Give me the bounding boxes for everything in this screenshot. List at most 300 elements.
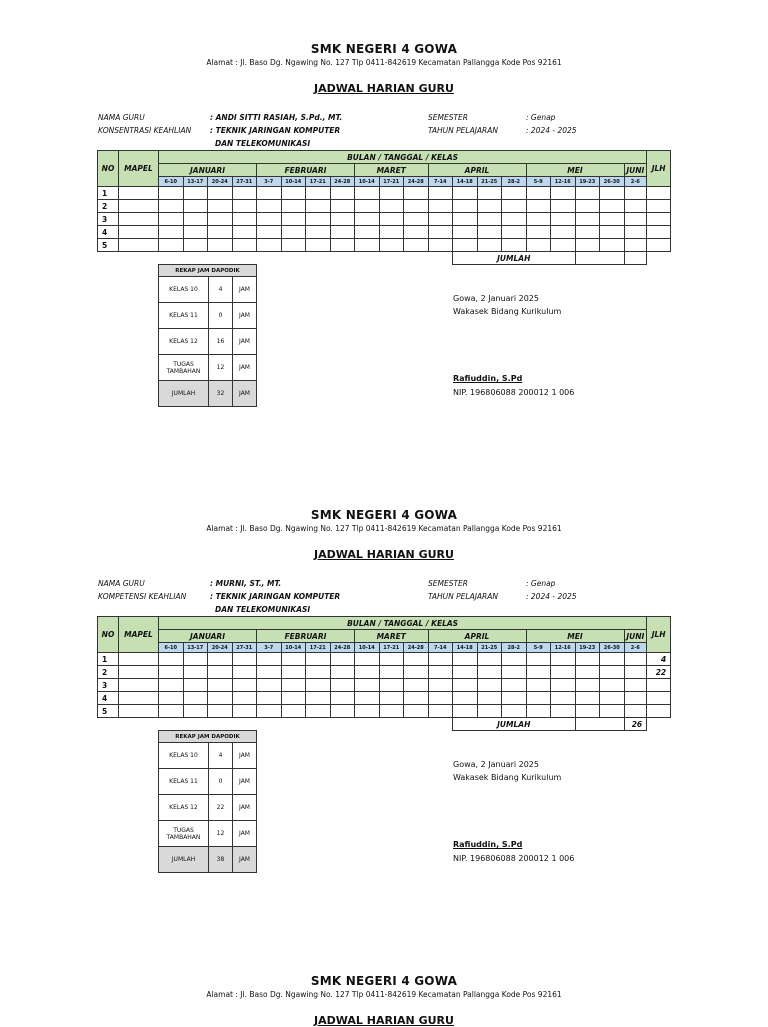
schedule-cell bbox=[404, 187, 429, 200]
schedule-cell bbox=[379, 187, 404, 200]
schedule-cell bbox=[257, 200, 282, 213]
schedule-cell bbox=[257, 692, 282, 705]
schedule-cell bbox=[575, 213, 600, 226]
schedule-cell bbox=[575, 200, 600, 213]
schedule-cell bbox=[159, 226, 184, 239]
schedule-cell bbox=[257, 226, 282, 239]
rekap-row bbox=[159, 821, 257, 847]
week-cell: 24-28 bbox=[404, 177, 429, 187]
week-cell: 20-24 bbox=[208, 177, 233, 187]
schedule-cell bbox=[428, 705, 453, 718]
signature-role: Wakasek Bidang Kurikulum bbox=[453, 307, 562, 316]
rekap-unit: JAM bbox=[233, 277, 257, 303]
keahlian-value-cont: DAN TELEKOMUNIKASI bbox=[215, 139, 311, 148]
schedule-cell bbox=[526, 692, 551, 705]
schedule-cell bbox=[428, 679, 453, 692]
schedule-cell bbox=[232, 705, 257, 718]
period-header: BULAN / TANGGAL / KELAS bbox=[159, 617, 647, 630]
jumlah-label: JUMLAH bbox=[453, 252, 576, 265]
jumlah-spacer bbox=[575, 252, 624, 265]
schedule-cell bbox=[453, 213, 478, 226]
rekap-header-row bbox=[159, 731, 257, 743]
schedule-cell bbox=[306, 692, 331, 705]
schedule-cell bbox=[257, 187, 282, 200]
schedule-cell bbox=[257, 213, 282, 226]
schedule-cell bbox=[281, 666, 306, 679]
schedule-cell bbox=[183, 692, 208, 705]
week-cell: 7-14 bbox=[428, 643, 453, 653]
period-header: BULAN / TANGGAL / KELAS bbox=[159, 151, 647, 164]
schedule-cell bbox=[453, 226, 478, 239]
schedule-cell bbox=[600, 666, 625, 679]
nama-guru-value: : MURNI, ST., MT. bbox=[210, 579, 282, 588]
schedule-cell bbox=[232, 226, 257, 239]
schedule-cell bbox=[575, 666, 600, 679]
schedule-cell bbox=[306, 705, 331, 718]
schedule-cell bbox=[183, 666, 208, 679]
schedule-cell bbox=[330, 187, 355, 200]
mapel-cell bbox=[119, 692, 159, 705]
schedule-cell bbox=[600, 692, 625, 705]
schedule-cell bbox=[453, 692, 478, 705]
schedule-cell bbox=[330, 692, 355, 705]
month-cell: MARET bbox=[355, 164, 429, 177]
schedule-cell bbox=[257, 679, 282, 692]
rekap-row bbox=[159, 743, 257, 769]
schedule-cell bbox=[575, 653, 600, 666]
week-cell: 24-28 bbox=[404, 643, 429, 653]
schedule-cell bbox=[428, 692, 453, 705]
schedule-cell bbox=[404, 705, 429, 718]
document-title: JADWAL HARIAN GURU bbox=[314, 82, 454, 95]
schedule-cell bbox=[208, 200, 233, 213]
schedule-cell bbox=[624, 187, 647, 200]
schedule-cell bbox=[502, 666, 527, 679]
schedule-cell bbox=[159, 239, 184, 252]
week-cell: 24-28 bbox=[330, 643, 355, 653]
month-cell: JUNI bbox=[624, 164, 647, 177]
schedule-cell bbox=[306, 226, 331, 239]
schedule-cell bbox=[477, 239, 502, 252]
schedule-cell bbox=[551, 653, 576, 666]
rekap-label-line: TAMBAHAN bbox=[166, 833, 201, 841]
nama-guru-label: NAMA GURU bbox=[98, 113, 145, 122]
mapel-cell bbox=[119, 200, 159, 213]
signature-nip: NIP. 196806088 200012 1 006 bbox=[453, 388, 575, 397]
schedule-cell bbox=[526, 679, 551, 692]
schedule-cell bbox=[502, 705, 527, 718]
row-number: 4 bbox=[98, 692, 119, 705]
schedule-cell bbox=[404, 239, 429, 252]
rekap-row bbox=[159, 769, 257, 795]
rekap-unit: JAM bbox=[233, 743, 257, 769]
signature-name: Rafiuddin, S.Pd bbox=[453, 840, 523, 849]
table-row bbox=[98, 705, 671, 718]
schedule-cell bbox=[600, 705, 625, 718]
schedule-cell bbox=[502, 239, 527, 252]
schedule-cell bbox=[575, 692, 600, 705]
schedule-cell bbox=[281, 679, 306, 692]
schedule-cell bbox=[183, 239, 208, 252]
signature-place-date: Gowa, 2 Januari 2025 bbox=[453, 294, 539, 303]
schedule-cell bbox=[624, 666, 647, 679]
schedule-cell bbox=[624, 239, 647, 252]
week-cell: 14-18 bbox=[453, 643, 478, 653]
schedule-cell bbox=[526, 226, 551, 239]
rekap-value: 0 bbox=[209, 303, 233, 329]
schedule-cell bbox=[526, 653, 551, 666]
week-cell: 6-10 bbox=[159, 177, 184, 187]
no-header: NO bbox=[98, 151, 119, 187]
schedule-cell bbox=[404, 213, 429, 226]
week-cell: 27-31 bbox=[232, 177, 257, 187]
rekap-value: 4 bbox=[209, 743, 233, 769]
schedule-cell bbox=[330, 666, 355, 679]
schedule-cell bbox=[183, 705, 208, 718]
schedule-cell bbox=[551, 705, 576, 718]
school-name: SMK NEGERI 4 GOWA bbox=[310, 42, 458, 56]
row-number: 3 bbox=[98, 213, 119, 226]
row-number: 2 bbox=[98, 666, 119, 679]
schedule-cell bbox=[208, 692, 233, 705]
table-row bbox=[98, 187, 671, 200]
rekap-label-line: TUGAS bbox=[173, 826, 194, 834]
schedule-cell bbox=[526, 213, 551, 226]
schedule-cell bbox=[379, 653, 404, 666]
mapel-cell bbox=[119, 653, 159, 666]
schedule-cell bbox=[306, 200, 331, 213]
schedule-cell bbox=[355, 187, 380, 200]
schedule-cell bbox=[159, 692, 184, 705]
rekap-value: 12 bbox=[209, 821, 233, 847]
week-cell: 27-31 bbox=[232, 643, 257, 653]
schedule-cell bbox=[257, 239, 282, 252]
week-cell: 14-18 bbox=[453, 177, 478, 187]
rekap-table bbox=[158, 264, 257, 407]
mapel-cell bbox=[119, 239, 159, 252]
week-cell: 12-16 bbox=[551, 643, 576, 653]
row-number: 1 bbox=[98, 187, 119, 200]
rekap-unit: JAM bbox=[233, 821, 257, 847]
schedule-cell bbox=[281, 200, 306, 213]
rekap-unit: JAM bbox=[233, 795, 257, 821]
jlh-cell bbox=[647, 692, 671, 705]
month-cell: FEBRUARI bbox=[257, 630, 355, 643]
jlh-cell bbox=[647, 679, 671, 692]
week-cell: 10-14 bbox=[355, 643, 380, 653]
mapel-cell bbox=[119, 666, 159, 679]
schedule-cell bbox=[355, 705, 380, 718]
table-row bbox=[98, 666, 671, 679]
schedule-cell bbox=[502, 200, 527, 213]
schedule-cell bbox=[330, 226, 355, 239]
rekap-label: KELAS 12 bbox=[159, 795, 209, 821]
rekap-unit: JAM bbox=[233, 329, 257, 355]
schedule-cell bbox=[624, 679, 647, 692]
schedule-cell bbox=[159, 187, 184, 200]
rekap-row bbox=[159, 795, 257, 821]
schedule-cell bbox=[600, 200, 625, 213]
schedule-cell bbox=[355, 679, 380, 692]
jlh-cell bbox=[647, 239, 671, 252]
schedule-cell bbox=[502, 653, 527, 666]
tahun-value: : 2024 - 2025 bbox=[526, 126, 577, 135]
semester-value: : Genap bbox=[526, 113, 556, 122]
schedule-cell bbox=[477, 679, 502, 692]
schedule-cell bbox=[379, 705, 404, 718]
schedule-sheet-1 bbox=[0, 42, 768, 422]
schedule-cell bbox=[453, 666, 478, 679]
schedule-cell bbox=[624, 692, 647, 705]
week-row bbox=[98, 177, 671, 187]
schedule-cell bbox=[208, 679, 233, 692]
month-cell: APRIL bbox=[428, 164, 526, 177]
blank-cell bbox=[98, 252, 453, 265]
rekap-label: KELAS 12 bbox=[159, 329, 209, 355]
keahlian-label: KONSENTRASI KEAHLIAN bbox=[98, 126, 192, 135]
schedule-cell bbox=[477, 666, 502, 679]
document-title: JADWAL HARIAN GURU bbox=[314, 548, 454, 561]
schedule-cell bbox=[502, 692, 527, 705]
schedule-cell bbox=[355, 200, 380, 213]
schedule-cell bbox=[183, 213, 208, 226]
month-cell: JANUARI bbox=[159, 630, 257, 643]
rekap-unit: JAM bbox=[233, 381, 257, 407]
signature-nip: NIP. 196806088 200012 1 006 bbox=[453, 854, 575, 863]
week-cell: 3-7 bbox=[257, 177, 282, 187]
schedule-cell bbox=[306, 679, 331, 692]
schedule-cell bbox=[208, 705, 233, 718]
schedule-cell bbox=[477, 653, 502, 666]
schedule-cell bbox=[477, 226, 502, 239]
week-cell: 10-14 bbox=[281, 177, 306, 187]
week-cell: 17-21 bbox=[306, 177, 331, 187]
signature-name: Rafiuddin, S.Pd bbox=[453, 374, 523, 383]
signature-role: Wakasek Bidang Kurikulum bbox=[453, 773, 562, 782]
schedule-cell bbox=[624, 705, 647, 718]
mapel-cell bbox=[119, 213, 159, 226]
jlh-cell bbox=[647, 200, 671, 213]
schedule-cell bbox=[183, 653, 208, 666]
rekap-table bbox=[158, 730, 257, 873]
nama-guru-label: NAMA GURU bbox=[98, 579, 145, 588]
week-cell: 26-30 bbox=[600, 177, 625, 187]
schedule-cell bbox=[379, 239, 404, 252]
schedule-cell bbox=[428, 213, 453, 226]
schedule-cell bbox=[306, 213, 331, 226]
week-cell: 6-10 bbox=[159, 643, 184, 653]
rekap-label: KELAS 11 bbox=[159, 769, 209, 795]
schedule-cell bbox=[281, 226, 306, 239]
week-cell: 28-2 bbox=[502, 177, 527, 187]
week-cell: 21-25 bbox=[477, 643, 502, 653]
row-number: 5 bbox=[98, 705, 119, 718]
rekap-label-line: TAMBAHAN bbox=[166, 367, 201, 375]
schedule-cell bbox=[428, 239, 453, 252]
nama-guru-value: : ANDI SITTI RASIAH, S.Pd., MT. bbox=[210, 113, 343, 122]
schedule-cell bbox=[232, 666, 257, 679]
schedule-cell bbox=[526, 239, 551, 252]
semester-value: : Genap bbox=[526, 579, 556, 588]
schedule-cell bbox=[281, 653, 306, 666]
schedule-cell bbox=[624, 213, 647, 226]
keahlian-value-cont: DAN TELEKOMUNIKASI bbox=[215, 605, 311, 614]
rekap-label: KELAS 10 bbox=[159, 743, 209, 769]
rekap-row bbox=[159, 355, 257, 381]
jumlah-total bbox=[624, 252, 647, 265]
week-cell: 13-17 bbox=[183, 643, 208, 653]
schedule-cell bbox=[232, 679, 257, 692]
schedule-cell bbox=[306, 187, 331, 200]
schedule-cell bbox=[159, 679, 184, 692]
week-cell: 3-7 bbox=[257, 643, 282, 653]
rekap-title: REKAP JAM DAPODIK bbox=[159, 731, 257, 743]
schedule-cell bbox=[232, 213, 257, 226]
schedule-cell bbox=[232, 239, 257, 252]
header-row bbox=[98, 617, 671, 630]
schedule-cell bbox=[281, 705, 306, 718]
schedule-cell bbox=[453, 239, 478, 252]
schedule-cell bbox=[428, 200, 453, 213]
schedule-cell bbox=[159, 653, 184, 666]
rekap-unit: JAM bbox=[233, 769, 257, 795]
school-name: SMK NEGERI 4 GOWA bbox=[310, 974, 458, 988]
schedule-cell bbox=[453, 653, 478, 666]
schedule-cell bbox=[379, 200, 404, 213]
jumlah-row bbox=[98, 718, 671, 731]
schedule-cell bbox=[281, 692, 306, 705]
schedule-cell bbox=[575, 239, 600, 252]
week-cell: 17-21 bbox=[306, 643, 331, 653]
week-cell: 7-14 bbox=[428, 177, 453, 187]
schedule-cell bbox=[551, 666, 576, 679]
schedule-cell bbox=[232, 200, 257, 213]
schedule-cell bbox=[477, 705, 502, 718]
jumlah-label: JUMLAH bbox=[453, 718, 576, 731]
jumlah-row bbox=[98, 252, 671, 265]
rekap-label: JUMLAH bbox=[159, 381, 209, 407]
schedule-cell bbox=[404, 692, 429, 705]
schedule-cell bbox=[306, 239, 331, 252]
schedule-cell bbox=[208, 666, 233, 679]
week-cell: 2-6 bbox=[624, 177, 647, 187]
schedule-cell bbox=[600, 213, 625, 226]
schedule-cell bbox=[330, 239, 355, 252]
schedule-cell bbox=[208, 226, 233, 239]
rekap-label-line: TUGAS bbox=[173, 360, 194, 368]
month-cell: JUNI bbox=[624, 630, 647, 643]
schedule-cell bbox=[281, 239, 306, 252]
week-cell: 5-9 bbox=[526, 643, 551, 653]
schedule-cell bbox=[575, 226, 600, 239]
schedule-cell bbox=[330, 679, 355, 692]
rekap-row bbox=[159, 303, 257, 329]
jlh-cell bbox=[647, 213, 671, 226]
week-cell: 24-28 bbox=[330, 177, 355, 187]
school-address: Alamat : Jl. Baso Dg. Ngawing No. 127 Tlp 0411-842619 Kecamatan Pallangga Kode Pos 92161 bbox=[206, 990, 562, 999]
week-cell: 26-30 bbox=[600, 643, 625, 653]
schedule-cell bbox=[428, 187, 453, 200]
jumlah-spacer bbox=[575, 718, 624, 731]
week-cell: 21-25 bbox=[477, 177, 502, 187]
rekap-row bbox=[159, 277, 257, 303]
mapel-cell bbox=[119, 187, 159, 200]
month-cell: APRIL bbox=[428, 630, 526, 643]
rekap-unit: JAM bbox=[233, 303, 257, 329]
week-cell: 28-2 bbox=[502, 643, 527, 653]
rekap-row bbox=[159, 847, 257, 873]
schedule-cell bbox=[502, 226, 527, 239]
month-cell: JANUARI bbox=[159, 164, 257, 177]
week-cell: 5-9 bbox=[526, 177, 551, 187]
table-row bbox=[98, 226, 671, 239]
schedule-cell bbox=[477, 200, 502, 213]
schedule-cell bbox=[551, 239, 576, 252]
row-number: 3 bbox=[98, 679, 119, 692]
week-row bbox=[98, 643, 671, 653]
rekap-value: 22 bbox=[209, 795, 233, 821]
rekap-label bbox=[159, 355, 209, 381]
schedule-cell bbox=[600, 653, 625, 666]
month-cell: FEBRUARI bbox=[257, 164, 355, 177]
schedule-cell bbox=[404, 653, 429, 666]
schedule-cell bbox=[526, 200, 551, 213]
school-address: Alamat : Jl. Baso Dg. Ngawing No. 127 Tlp 0411-842619 Kecamatan Pallangga Kode Pos 92161 bbox=[206, 524, 562, 533]
schedule-cell bbox=[208, 653, 233, 666]
schedule-cell bbox=[281, 187, 306, 200]
schedule-cell bbox=[355, 213, 380, 226]
rekap-value: 32 bbox=[209, 381, 233, 407]
rekap-label: KELAS 10 bbox=[159, 277, 209, 303]
schedule-cell bbox=[159, 200, 184, 213]
schedule-sheet-2 bbox=[0, 508, 768, 888]
schedule-cell bbox=[428, 226, 453, 239]
schedule-cell bbox=[502, 187, 527, 200]
schedule-cell bbox=[600, 187, 625, 200]
schedule-cell bbox=[575, 705, 600, 718]
rekap-header-row bbox=[159, 265, 257, 277]
schedule-cell bbox=[600, 679, 625, 692]
rekap-value: 38 bbox=[209, 847, 233, 873]
schedule-cell bbox=[257, 653, 282, 666]
schedule-cell bbox=[551, 679, 576, 692]
semester-label: SEMESTER bbox=[428, 579, 469, 588]
schedule-cell bbox=[477, 692, 502, 705]
week-cell: 12-16 bbox=[551, 177, 576, 187]
signature-place-date: Gowa, 2 Januari 2025 bbox=[453, 760, 539, 769]
schedule-cell bbox=[183, 200, 208, 213]
schedule-cell bbox=[306, 653, 331, 666]
schedule-cell bbox=[477, 187, 502, 200]
schedule-cell bbox=[159, 666, 184, 679]
jlh-cell bbox=[647, 226, 671, 239]
rekap-title: REKAP JAM DAPODIK bbox=[159, 265, 257, 277]
jlh-cell bbox=[647, 705, 671, 718]
week-cell: 20-24 bbox=[208, 643, 233, 653]
semester-label: SEMESTER bbox=[428, 113, 469, 122]
rekap-value: 16 bbox=[209, 329, 233, 355]
week-cell: 17-21 bbox=[379, 643, 404, 653]
jlh-header: JLH bbox=[647, 151, 671, 187]
table-row bbox=[98, 692, 671, 705]
schedule-cell bbox=[428, 666, 453, 679]
schedule-cell bbox=[624, 226, 647, 239]
blank-cell bbox=[98, 718, 453, 731]
table-row bbox=[98, 213, 671, 226]
school-name: SMK NEGERI 4 GOWA bbox=[310, 508, 458, 522]
schedule-cell bbox=[159, 213, 184, 226]
schedule-cell bbox=[355, 666, 380, 679]
